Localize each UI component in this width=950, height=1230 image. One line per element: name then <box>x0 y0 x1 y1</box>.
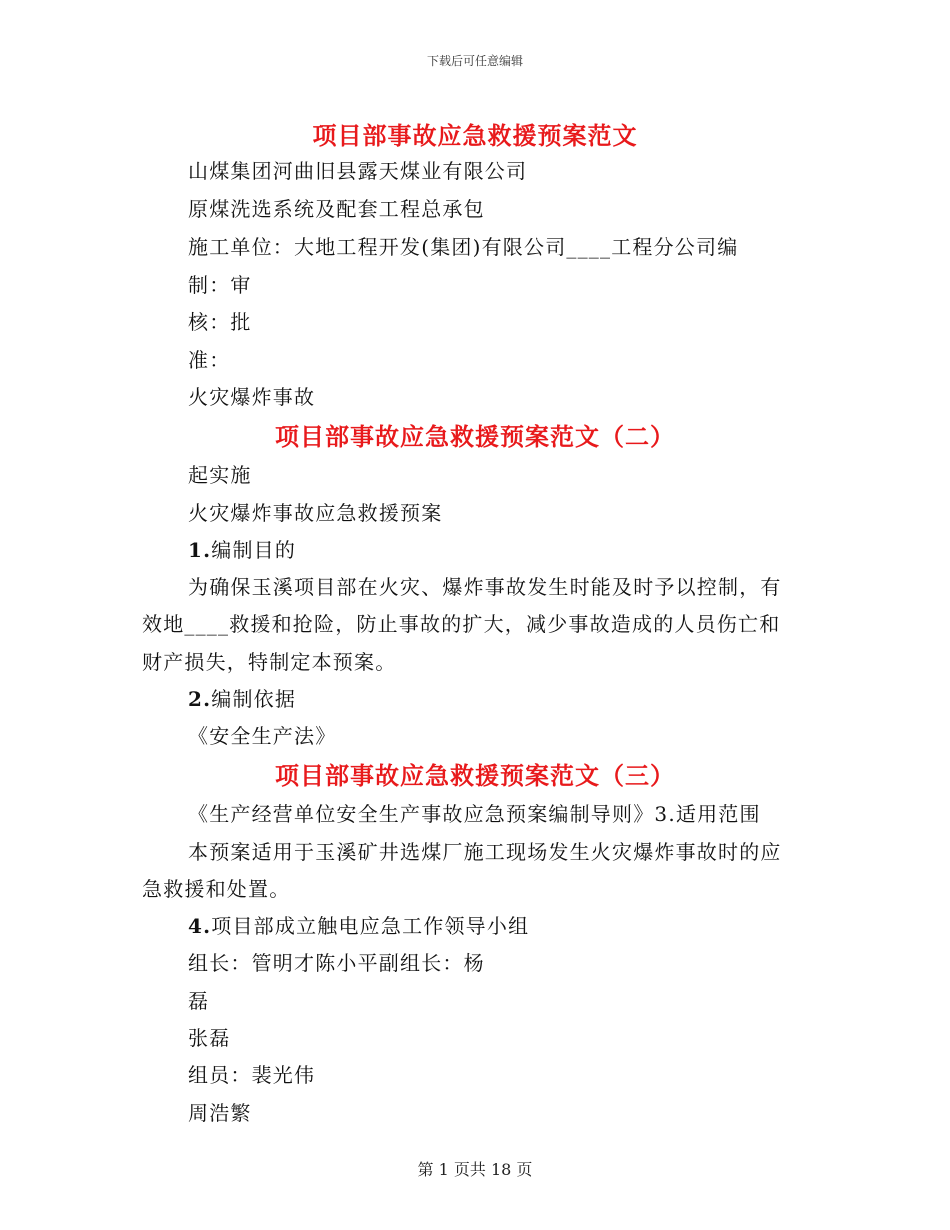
text-line: 本预案适用于玉溪矿井选煤厂施工现场发生火灾爆炸事故时的应 <box>188 840 782 864</box>
text-line: 火灾爆炸事故应急救援预案 <box>188 501 443 525</box>
text-line: 财产损失，特制定本预案。 <box>142 650 397 674</box>
section-label: 项目部成立触电应急工作领导小组 <box>211 914 530 938</box>
text-line: 《生产经营单位安全生产事故应急预案编制导则》3.适用范围 <box>188 802 761 826</box>
section-number: 2. <box>188 687 212 711</box>
page-header: 下载后可任意编辑 <box>426 54 523 68</box>
title-1: 项目部事故应急救援预案范文 <box>312 121 638 150</box>
text-line: 急救援和处置。 <box>142 877 291 901</box>
section-label: 编制依据 <box>211 687 297 711</box>
title-2: 项目部事故应急救援预案范文（二） <box>275 422 675 451</box>
text-line: 磊 <box>188 989 210 1013</box>
text-line: 施工单位：大地工程开发(集团)有限公司____工程分公司编 <box>188 235 739 259</box>
text-line: 起实施 <box>188 463 252 487</box>
text-line: 核：批 <box>188 310 252 334</box>
text-line: 原煤洗选系统及配套工程总承包 <box>188 197 485 221</box>
section-heading <box>188 534 296 563</box>
section-heading <box>188 910 529 939</box>
text-line: 山煤集团河曲旧县露天煤业有限公司 <box>188 159 528 183</box>
text-line: 《安全生产法》 <box>188 724 337 748</box>
text-line: 准： <box>188 348 231 372</box>
title-3: 项目部事故应急救援预案范文（三） <box>275 761 675 790</box>
text-line: 组长：管明才陈小平副组长：杨 <box>188 951 485 975</box>
text-line: 制：审 <box>188 273 252 297</box>
section-heading <box>188 683 296 712</box>
section-number: 4. <box>188 914 212 938</box>
page-footer: 第 1 页共 18 页 <box>417 1160 533 1179</box>
text-line: 为确保玉溪项目部在火灾、爆炸事故发生时能及时予以控制，有 <box>188 575 782 599</box>
text-line: 周浩繁 <box>188 1101 252 1125</box>
text-line: 效地____救援和抢险，防止事故的扩大，减少事故造成的人员伤亡和 <box>142 612 781 636</box>
text-line: 火灾爆炸事故 <box>188 385 316 409</box>
text-line: 张磊 <box>188 1026 231 1050</box>
section-number: 1. <box>188 538 212 562</box>
section-label: 编制目的 <box>211 538 297 562</box>
text-line: 组员：裴光伟 <box>188 1063 316 1087</box>
